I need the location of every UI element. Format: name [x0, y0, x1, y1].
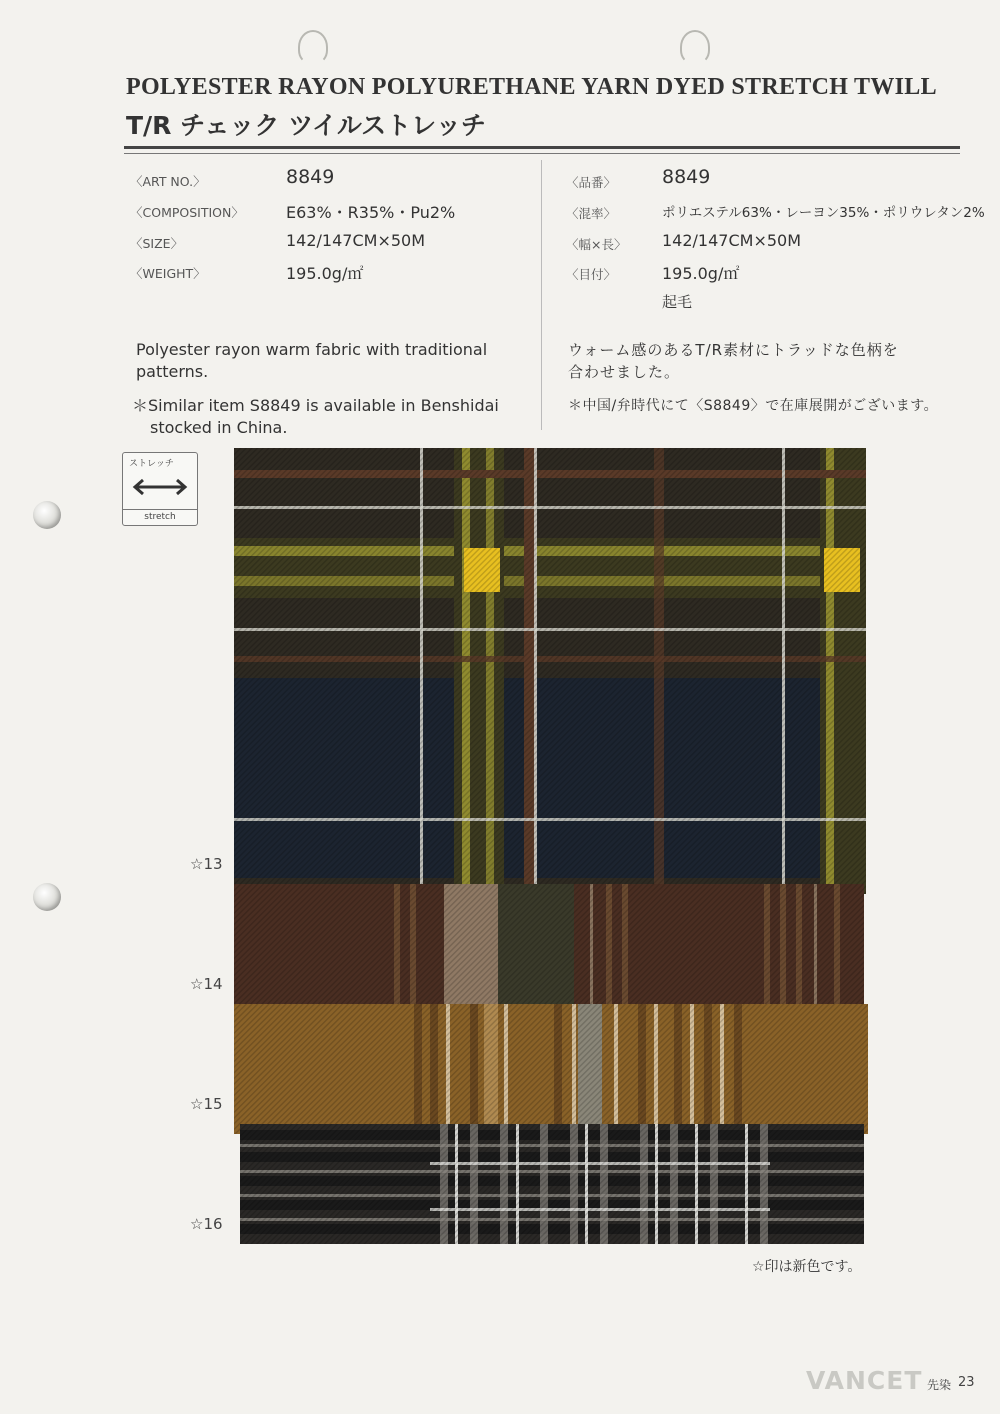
stretch-label-jp: ストレッチ — [129, 459, 174, 469]
spec-row-size — [130, 234, 183, 252]
stretch-label-en: stretch — [123, 509, 197, 525]
binder-ring-right — [680, 30, 710, 64]
spec-row-art-no — [130, 172, 206, 190]
spec-value-weight: 195.0g/㎡ — [286, 264, 364, 283]
binder-hole-upper — [33, 501, 61, 529]
plaid-pattern — [240, 1124, 864, 1244]
swatch-label-16: ☆16 — [190, 1215, 223, 1233]
swatch-label-14: ☆14 — [190, 975, 223, 993]
plaid-pattern — [234, 1004, 868, 1134]
title-english: POLYESTER RAYON POLYURETHANE YARN DYED STRETCH TWILL — [126, 74, 937, 100]
swatch-label-15: ☆15 — [190, 1095, 223, 1113]
title-rule-thin — [124, 153, 960, 154]
spec-value-konritsu: ポリエステル63%・レーヨン35%・ポリウレタン2% — [662, 205, 985, 221]
new-color-note: ☆印は新色です。 — [752, 1259, 862, 1275]
spec-row-composition — [130, 203, 244, 221]
spec-value-composition: E63%・R35%・Pu2% — [286, 203, 456, 222]
description-line: ウォーム感のあるT/R素材にトラッドな色柄を — [568, 341, 899, 359]
binder-ring-left — [298, 30, 328, 64]
spec-label: 〈混率〉 — [566, 206, 617, 221]
fabric-swatch-15 — [234, 1004, 868, 1134]
spec-label: 〈幅×長〉 — [566, 237, 627, 252]
spec-value-hinban: 8849 — [662, 166, 711, 188]
spec-label: 〈ART NO.〉 — [130, 174, 206, 189]
spec-value-art-no: 8849 — [286, 166, 335, 188]
plaid-pattern — [234, 448, 866, 894]
footer-category: 先染 — [927, 1378, 952, 1392]
brand-logo: VANCET — [806, 1366, 923, 1395]
stretch-badge — [122, 452, 198, 526]
description-english — [136, 339, 487, 383]
title-japanese: T/R チェック ツイルストレッチ — [126, 111, 486, 140]
spec-value-metsuke: 195.0g/㎡ — [662, 264, 740, 283]
spec-row-width-length — [566, 235, 626, 253]
fabric-swatch-13 — [234, 448, 866, 894]
spec-row-metsuke — [566, 265, 616, 283]
spec-value-kimo: 起毛 — [662, 293, 693, 311]
spec-label: 〈目付〉 — [566, 267, 617, 282]
description-line: patterns. — [136, 362, 209, 381]
page-number: 23 — [958, 1375, 975, 1390]
swatch-label-13: ☆13 — [190, 855, 223, 873]
spec-label: 〈COMPOSITION〉 — [130, 205, 244, 220]
spec-value-width-length: 142/147CM×50M — [662, 231, 802, 250]
spec-row-weight — [130, 264, 206, 282]
column-divider — [541, 160, 542, 430]
note-japanese: ＊中国/弁時代にて〈S8849〉で在庫展開がございます。 — [568, 398, 939, 414]
spec-row-hinban — [566, 173, 616, 191]
spec-row-konritsu — [566, 204, 616, 222]
spec-label: 〈品番〉 — [566, 175, 617, 190]
title-rule-thick — [124, 146, 960, 149]
description-japanese — [568, 339, 899, 383]
spec-value-size: 142/147CM×50M — [286, 231, 426, 250]
note-line: stocked in China. — [150, 418, 288, 437]
fabric-swatch-16 — [240, 1124, 864, 1244]
note-english — [132, 395, 499, 439]
plaid-pattern — [234, 884, 864, 1014]
spec-label: 〈WEIGHT〉 — [130, 266, 206, 281]
description-line: 合わせました。 — [568, 363, 681, 381]
double-arrow-icon — [131, 475, 189, 499]
fabric-swatch-14 — [234, 884, 864, 1014]
note-line: ＊Similar item S8849 is available in Benshidai — [132, 396, 499, 415]
spec-label: 〈SIZE〉 — [130, 236, 184, 251]
binder-hole-lower — [33, 883, 61, 911]
description-line: Polyester rayon warm fabric with traditional — [136, 340, 488, 359]
